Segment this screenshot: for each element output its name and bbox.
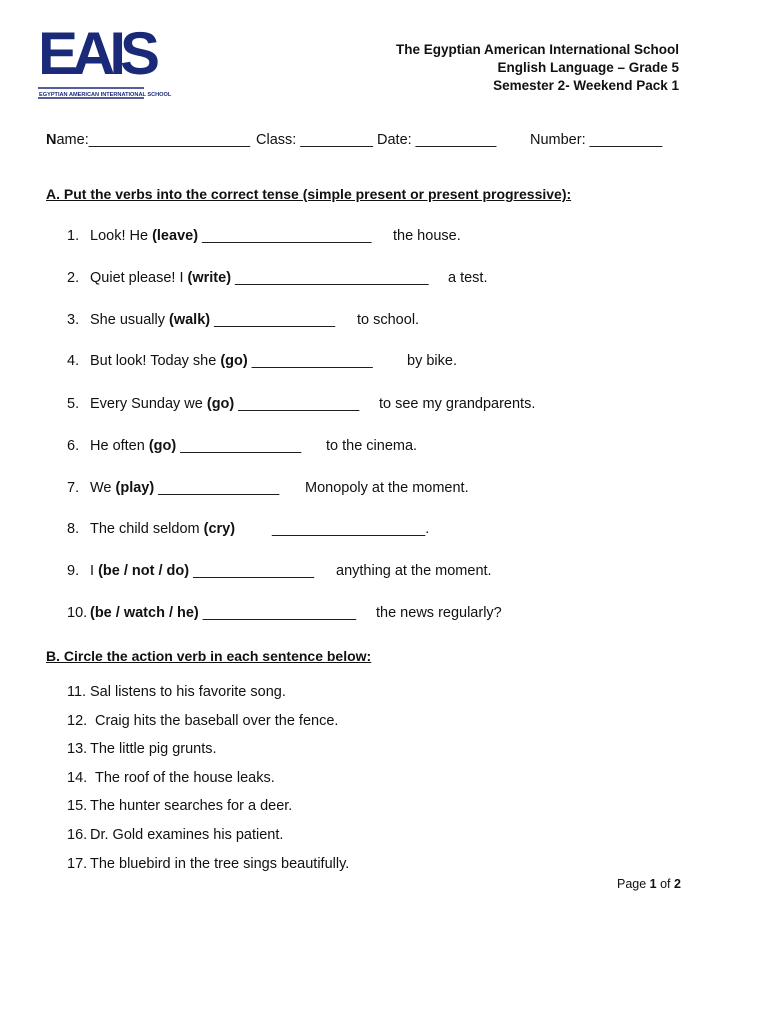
item-number: 15. xyxy=(67,798,88,814)
item-sentence[interactable]: Craig hits the baseball over the fence. xyxy=(95,713,339,729)
item-number: 12. xyxy=(67,713,88,729)
item-number: 17. xyxy=(67,856,88,872)
answer-blank[interactable]: _______________ xyxy=(154,480,280,496)
item-number: 16. xyxy=(67,827,88,843)
verb-prompt: (go) xyxy=(206,396,235,412)
logo-letters: EAIS xyxy=(38,20,155,87)
answer-blank[interactable]: _______________ xyxy=(247,353,373,369)
answer-blank[interactable]: ________________________ xyxy=(231,270,429,286)
verb-prompt: (cry) xyxy=(203,521,236,537)
sentence-end: to the cinema. xyxy=(326,438,418,454)
item-number: 4. xyxy=(67,353,80,369)
sentence-end: anything at the moment. xyxy=(336,563,492,579)
answer-blank[interactable]: _______________ xyxy=(210,312,336,328)
item-sentence[interactable]: The bluebird in the tree sings beautifully. xyxy=(90,856,350,872)
item-number: 3. xyxy=(67,312,80,328)
logo-caption: EGYPTIAN AMERICAN INTERNATIONAL SCHOOL xyxy=(39,92,172,98)
name-label: ame:____________________ xyxy=(56,132,251,148)
item-sentence xyxy=(90,312,335,328)
item-number: 5. xyxy=(67,396,80,412)
page-current: 1 xyxy=(649,877,657,891)
sentence-end: the news regularly? xyxy=(376,605,502,621)
sentence-start: She usually xyxy=(90,312,169,328)
item-number: 6. xyxy=(67,438,80,454)
answer-blank[interactable]: _______________ xyxy=(234,396,360,412)
number-field[interactable]: Number: _________ xyxy=(530,132,663,148)
school-logo xyxy=(38,14,172,102)
sentence-end: to see my grandparents. xyxy=(379,396,536,412)
item-sentence xyxy=(90,605,356,621)
sentence-start: We xyxy=(90,480,116,496)
verb-prompt: (leave) xyxy=(152,228,199,244)
sentence-start: The child seldom xyxy=(90,521,204,537)
item-number: 11. xyxy=(67,684,87,700)
answer-blank[interactable]: ___________________ xyxy=(198,605,357,621)
item-sentence xyxy=(90,228,371,244)
sentence-end: Monopoly at the moment. xyxy=(305,480,469,496)
answer-blank[interactable]: _____________________ xyxy=(198,228,372,244)
sentence-start: Look! He xyxy=(90,228,153,244)
verb-prompt: (go) xyxy=(148,438,177,454)
item-number: 2. xyxy=(67,270,80,286)
item-sentence[interactable]: The roof of the house leaks. xyxy=(95,770,275,786)
document-header xyxy=(396,41,679,95)
pack-name: Semester 2- Weekend Pack 1 xyxy=(493,78,679,93)
item-number: 9. xyxy=(67,563,80,579)
section-a-title: A. Put the verbs into the correct tense (simple present or present progressive): xyxy=(46,186,572,202)
eais-logo-mark xyxy=(38,14,172,102)
student-info-row xyxy=(46,132,726,152)
item-sentence[interactable]: Dr. Gold examines his patient. xyxy=(90,827,284,843)
page-total: 2 xyxy=(674,877,681,891)
item-sentence[interactable]: The hunter searches for a deer. xyxy=(90,798,293,814)
school-name: The Egyptian American International School xyxy=(395,42,679,57)
sentence-end: a test. xyxy=(448,270,488,286)
sentence-start: He often xyxy=(90,438,149,454)
item-sentence xyxy=(90,480,279,496)
sentence-end: the house. xyxy=(393,228,461,244)
item-sentence xyxy=(90,353,373,369)
item-sentence xyxy=(90,521,235,537)
of-word: of xyxy=(656,877,674,891)
name-initial: N xyxy=(46,132,57,148)
class-field[interactable]: Class: _________ xyxy=(256,132,373,148)
sentence-start: I xyxy=(90,563,99,579)
item-number: 8. xyxy=(67,521,80,537)
item-sentence xyxy=(90,396,359,412)
page-number xyxy=(617,877,681,891)
verb-prompt: (write) xyxy=(187,270,232,286)
sentence-start: Quiet please! I xyxy=(90,270,188,286)
sentence-end: to school. xyxy=(357,312,420,328)
item-sentence xyxy=(90,563,314,579)
name-field[interactable] xyxy=(46,132,250,148)
verb-prompt: (be / watch / he) xyxy=(90,605,199,621)
sentence-start: But look! Today she xyxy=(90,353,221,369)
item-number: 1. xyxy=(67,228,80,244)
sentence-end[interactable]: ___________________. xyxy=(272,521,430,537)
verb-prompt: (walk) xyxy=(169,312,211,328)
item-sentence[interactable]: The little pig grunts. xyxy=(90,741,217,757)
item-sentence xyxy=(90,270,429,286)
verb-prompt: (be / not / do) xyxy=(98,563,190,579)
date-field[interactable]: Date: __________ xyxy=(377,132,497,148)
section-b-title: B. Circle the action verb in each sentence below: xyxy=(46,648,372,664)
answer-blank[interactable]: _______________ xyxy=(176,438,302,454)
verb-prompt: (play) xyxy=(115,480,155,496)
item-number: 10. xyxy=(67,605,88,621)
item-number: 7. xyxy=(67,480,80,496)
verb-prompt: (go) xyxy=(220,353,248,369)
sentence-start: Every Sunday we xyxy=(90,396,207,412)
item-sentence xyxy=(90,438,301,454)
page-word: Page xyxy=(617,877,650,891)
answer-blank[interactable]: _______________ xyxy=(189,563,315,579)
course-name: English Language – Grade 5 xyxy=(497,60,679,75)
item-number: 14. xyxy=(67,770,88,786)
item-number: 13. xyxy=(67,741,88,757)
item-sentence[interactable]: Sal listens to his favorite song. xyxy=(90,684,286,700)
sentence-end: by bike. xyxy=(407,353,457,369)
